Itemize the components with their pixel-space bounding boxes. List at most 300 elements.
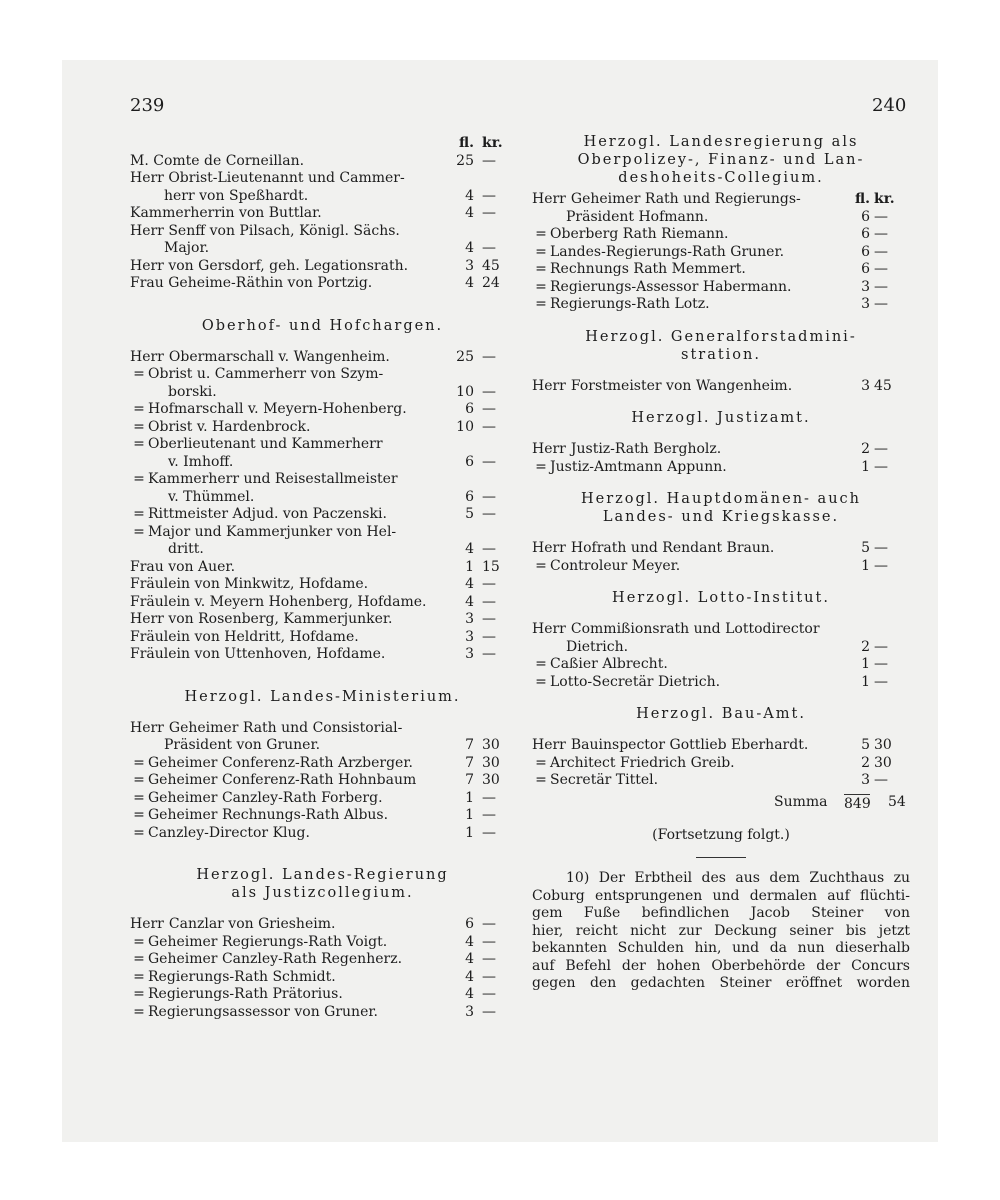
entry-prefix: =: [133, 772, 145, 788]
fl-header: fl.: [854, 191, 870, 207]
amount-kr: —: [482, 933, 496, 950]
amount-fl: 2: [861, 638, 870, 655]
entry-prefix: =: [133, 401, 145, 417]
list-item: [130, 951, 515, 969]
amount-kr: 24: [482, 275, 500, 291]
list-item: [130, 594, 515, 612]
entry-text: Geheimer Canzley-Rath Regenherz.: [148, 951, 403, 967]
entry-prefix: =: [133, 986, 145, 1002]
list-item: [130, 772, 515, 790]
amount-fl: 1: [465, 807, 474, 823]
amount-kr: —: [482, 541, 496, 557]
section-title-bauamt: Herzogl. Bau-Amt.: [636, 706, 806, 722]
entry-text: Fräulein von Uttenhoven, Hofdame.: [130, 646, 386, 662]
entry-name-continued: v. Imhoff.: [168, 453, 234, 470]
amount-fl: 3: [465, 646, 474, 662]
entry-name-continued: Präsident von Gruner.: [164, 737, 321, 753]
list-item: [532, 656, 910, 674]
entry-name: [130, 807, 388, 825]
list-item: [532, 261, 910, 279]
amount-fl: 5: [465, 506, 474, 522]
amount-kr: —: [482, 418, 496, 435]
entry-text: Geheimer Conferenz-Rath Hohnbaum: [148, 772, 417, 788]
list-domaenen: [532, 540, 910, 575]
list-item: [532, 296, 910, 314]
list-item: [130, 541, 515, 559]
section-title-line: Herzogl. Hauptdomänen- auch: [580, 491, 862, 507]
entry-text: Oberlieutenant und Kammerherr: [148, 436, 383, 452]
list-item: [130, 807, 515, 825]
amount-fl: 3: [861, 296, 870, 312]
entry-text: Obermarschall v. Wangenheim.: [168, 348, 390, 365]
entry-name: [532, 755, 735, 773]
entry-name-continued: Major.: [164, 240, 210, 256]
list-item: [532, 639, 910, 657]
section-title-justizamt: Herzogl. Justizamt.: [631, 410, 811, 426]
list-item: [532, 378, 910, 396]
entry-prefix: Herr: [130, 348, 164, 365]
amount-fl: 3: [465, 611, 474, 627]
amount-fl: 6: [465, 401, 474, 417]
entry-name: [532, 621, 820, 639]
entry-prefix: =: [535, 296, 547, 312]
list-item: [130, 170, 515, 188]
entry-name-continued: borski.: [168, 383, 217, 400]
section-title-line: Herzogl. Landes-Regierung: [196, 867, 449, 883]
list-item: [130, 720, 515, 738]
entry-text: Oberberg Rath Riemann.: [550, 226, 729, 242]
section-title-lotto: Herzogl. Lotto-Institut.: [612, 590, 830, 606]
section-title-forst: [532, 328, 910, 364]
amount-fl: 6: [465, 453, 474, 470]
amount-kr: —: [482, 506, 496, 522]
list-item: [130, 471, 515, 489]
amount-kr: 15: [482, 558, 500, 575]
section-title-line: stration.: [681, 346, 761, 363]
entry-text: Kammerherr und Reisestallmeister: [148, 471, 398, 487]
amount-kr: —: [482, 986, 496, 1002]
amount-kr: —: [482, 152, 496, 169]
entry-text: Fräulein von Minkwitz, Hofdame.: [130, 576, 369, 592]
amount-kr: —: [874, 278, 888, 295]
amount-kr: —: [482, 205, 496, 221]
amount-fl: 4: [465, 986, 474, 1002]
entry-text: Kammerherrin von Buttlar.: [130, 205, 322, 221]
amount-kr: 45: [482, 257, 500, 274]
entry-text: Commißionsrath und Lottodirector: [570, 621, 820, 637]
list-item: [130, 275, 515, 293]
amount-kr: —: [874, 540, 888, 556]
amount-fl: 6: [465, 916, 474, 932]
entry-name: [130, 934, 387, 952]
list-item: [532, 755, 910, 773]
amount-kr: —: [874, 638, 888, 655]
section-title-line: deshoheits-Collegium.: [618, 170, 824, 186]
list-item: [130, 223, 515, 241]
entry-name: [130, 1004, 378, 1022]
entry-prefix: Herr: [532, 621, 566, 637]
list-item: [532, 737, 910, 755]
entry-prefix: =: [133, 366, 145, 382]
entry-prefix: Herr: [532, 377, 566, 394]
section-title-line: Herzogl. Landesregierung als: [583, 134, 859, 150]
entry-prefix: Herr: [532, 540, 566, 556]
amount-fl: 6: [465, 488, 474, 505]
entry-name-continued: Präsident Hofmann.: [566, 208, 709, 225]
amount-kr: —: [482, 187, 496, 204]
amount-fl: 4: [465, 205, 474, 221]
amount-fl: 10: [456, 383, 474, 400]
entry-text: Fräulein von Heldritt, Hofdame.: [130, 628, 359, 645]
list-item: [130, 153, 515, 171]
amount-kr: —: [482, 951, 496, 967]
amount-fl: 4: [465, 187, 474, 204]
amount-kr: —: [482, 1003, 496, 1020]
amount-kr: —: [482, 916, 496, 932]
list-regierung: [130, 916, 515, 1021]
amount-kr: —: [874, 261, 888, 277]
amount-fl: 3: [861, 278, 870, 295]
entry-text: Herr Obrist-Lieutenannt und Cammer-: [130, 170, 405, 186]
amount-kr: —: [874, 458, 888, 475]
amount-kr: 30: [874, 754, 892, 771]
list-item: [130, 489, 515, 507]
amount-kr: —: [874, 296, 888, 312]
entry-name: [532, 261, 746, 279]
entry-prefix: =: [535, 673, 547, 690]
list-item: [130, 559, 515, 577]
entry-prefix: =: [535, 557, 547, 574]
entry-name: [130, 419, 310, 437]
list-item: [130, 986, 515, 1004]
entry-prefix: =: [133, 807, 145, 823]
entry-prefix: Herr: [532, 191, 566, 207]
amount-fl: 1: [861, 656, 870, 672]
entry-name: [130, 436, 383, 454]
list-item: [130, 524, 515, 542]
amount-fl: 2: [861, 441, 870, 457]
entry-text: Controleur Meyer.: [550, 557, 681, 574]
amount-fl: 4: [465, 576, 474, 592]
amount-fl: 25: [456, 152, 474, 169]
entry-name: [130, 275, 372, 293]
amount-fl: 4: [465, 240, 474, 256]
entry-name: [532, 226, 728, 244]
list-item: [130, 576, 515, 594]
entry-name: [130, 223, 400, 241]
entry-name: [130, 629, 359, 647]
list-item: [130, 401, 515, 419]
page-number-right: 240: [872, 95, 907, 116]
list-item: [532, 279, 910, 297]
list-ministerium: [130, 720, 515, 843]
amount-fl: 4: [465, 593, 474, 610]
amount-kr: 30: [482, 737, 500, 753]
amount-fl: 6: [861, 261, 870, 277]
list-lotto: [532, 621, 910, 691]
amount-fl: 1: [465, 558, 474, 575]
list-item: [532, 459, 910, 477]
list-item: [130, 737, 515, 755]
entry-text: Canzlar von Griesheim.: [168, 916, 336, 932]
section-title-polizey: [532, 133, 910, 187]
amount-kr: —: [482, 593, 496, 610]
entry-text: Justiz-Rath Bergholz.: [570, 441, 722, 457]
entry-name: [532, 737, 808, 755]
entry-name: [532, 540, 774, 558]
list-item: [532, 772, 910, 790]
entry-prefix: =: [535, 243, 547, 260]
amount-fl: 3: [465, 257, 474, 274]
amount-kr: —: [874, 557, 888, 574]
amount-fl: 10: [456, 418, 474, 435]
entry-text: Geheimer Rechnungs-Rath Albus.: [148, 807, 389, 823]
amount-fl: 2: [861, 754, 870, 771]
amount-kr: —: [482, 240, 496, 256]
list-item: [532, 191, 910, 209]
entry-name: [532, 558, 680, 576]
entry-prefix: =: [133, 824, 145, 841]
entry-text: Geheimer Rath und Regierungs-: [570, 191, 801, 207]
list-item: [130, 934, 515, 952]
section-title-line: als Justizcollegium.: [231, 885, 414, 901]
amount-kr: —: [482, 646, 496, 662]
entry-prefix: =: [535, 226, 547, 242]
entry-prefix: =: [133, 523, 145, 540]
entry-text: Lotto-Secretär Dietrich.: [550, 673, 721, 690]
amount-fl: 25: [456, 348, 474, 365]
continuation-note: (Fortsetzung folgt.): [652, 827, 790, 843]
section-title-line: Herzogl. Generalforstadmini-: [585, 328, 857, 345]
entry-text: Justiz-Amtmann Appunn.: [550, 458, 727, 475]
entry-name: [532, 378, 792, 396]
entry-name: [130, 755, 413, 773]
entry-name: [130, 349, 390, 367]
entry-text: Herr von Gersdorf, geh. Legationsrath.: [130, 257, 409, 274]
amount-fl: 4: [465, 951, 474, 967]
entry-prefix: =: [535, 278, 547, 295]
list-block-1: [130, 153, 515, 293]
list-item: [130, 436, 515, 454]
entry-name: [130, 170, 405, 188]
entry-name-continued: v. Thümmel.: [168, 488, 255, 505]
list-item: [130, 240, 515, 258]
entry-text: Regierungs-Assessor Habermann.: [550, 278, 792, 295]
entry-text: Forstmeister von Wangenheim.: [570, 377, 793, 394]
paragraph-line: auf Befehl der hohen Oberbehörde der Concurs: [532, 957, 910, 974]
amount-fl: 1: [861, 673, 870, 690]
entry-text: Herr Senff von Pilsach, Königl. Sächs.: [130, 222, 400, 239]
list-item: [130, 646, 515, 664]
entry-text: Herr von Rosenberg, Kammerjunker.: [130, 611, 393, 627]
entry-prefix: Herr: [130, 719, 164, 736]
entry-prefix: =: [133, 436, 145, 452]
entry-name: [130, 720, 402, 738]
amount-kr: —: [482, 348, 496, 365]
summa-kr: 54: [888, 793, 906, 810]
amount-kr: —: [482, 628, 496, 645]
entry-prefix: =: [535, 754, 547, 771]
notice-paragraph: [532, 870, 910, 993]
entry-prefix: Herr: [532, 441, 566, 457]
amount-kr: —: [874, 208, 888, 225]
list-item: [130, 258, 515, 276]
list-item: [130, 969, 515, 987]
amount-kr: 30: [482, 772, 500, 788]
kr-header: kr.: [874, 191, 895, 207]
amount-kr: —: [482, 453, 496, 470]
list-item: [130, 611, 515, 629]
section-title-regierung: [130, 866, 515, 902]
list-item: [130, 916, 515, 934]
page-number-left: 239: [130, 95, 165, 116]
list-item: [130, 825, 515, 843]
amount-fl: 1: [861, 458, 870, 475]
entry-name: [532, 459, 727, 477]
list-polizey: [532, 191, 910, 314]
entry-text: Geheimer Conferenz-Rath Arzberger.: [148, 754, 413, 771]
entry-prefix: =: [535, 656, 547, 672]
entry-name: [130, 205, 322, 223]
amount-kr: —: [482, 401, 496, 417]
entry-name: [532, 674, 720, 692]
separator-rule: [696, 857, 746, 858]
entry-prefix: =: [133, 789, 145, 806]
amount-fl: 7: [465, 772, 474, 788]
entry-text: Hofmarschall v. Meyern-Hohenberg.: [148, 401, 407, 417]
amount-kr: —: [874, 656, 888, 672]
entry-prefix: =: [535, 772, 547, 788]
list-item: [130, 755, 515, 773]
entry-text: Regierungs-Rath Lotz.: [550, 296, 710, 312]
section-title-oberhof: Oberhof- und Hofchargen.: [201, 317, 444, 334]
entry-text: Geheimer Rath und Consistorial-: [168, 719, 403, 736]
entry-text: Landes-Regierungs-Rath Gruner.: [550, 243, 785, 260]
amount-fl: 6: [861, 243, 870, 260]
entry-text: Secretär Tittel.: [550, 772, 659, 788]
entry-name: [130, 576, 368, 594]
entry-prefix: =: [133, 506, 145, 522]
amount-kr: 45: [874, 377, 892, 394]
entry-text: Rechnungs Rath Memmert.: [550, 261, 746, 277]
amount-kr: —: [482, 824, 496, 841]
list-item: [532, 244, 910, 262]
entry-name: [130, 559, 235, 577]
list-item: [532, 674, 910, 692]
amount-kr: —: [874, 673, 888, 690]
entry-name: [130, 611, 392, 629]
amount-kr: 30: [482, 754, 500, 771]
amount-kr: —: [874, 441, 888, 457]
amount-fl: 6: [861, 208, 870, 225]
list-item: [532, 540, 910, 558]
amount-kr: —: [482, 488, 496, 505]
currency-header: [130, 135, 515, 153]
entry-text: M. Comte de Corneillan.: [130, 152, 305, 169]
list-bauamt: [532, 737, 910, 790]
amount-fl: 5: [861, 540, 870, 556]
amount-fl: 7: [465, 737, 474, 753]
amount-fl: 1: [465, 824, 474, 841]
entry-prefix: =: [133, 933, 145, 950]
entry-name: [532, 244, 784, 262]
list-item: [532, 441, 910, 459]
entry-text: Obrist v. Hardenbrock.: [148, 418, 311, 435]
list-item: [532, 226, 910, 244]
entry-name-continued: Dietrich.: [566, 638, 629, 655]
paragraph-line: bekannten Schulden hin, und da nun dieserhalb: [532, 940, 910, 956]
summa-row: [532, 794, 910, 812]
summa-label: Summa: [774, 793, 828, 810]
entry-text: Caßier Albrecht.: [550, 656, 668, 672]
entry-name: [130, 258, 408, 276]
entry-text: Geheimer Canzley-Rath Forberg.: [148, 789, 383, 806]
entry-name: [130, 401, 407, 419]
entry-prefix: Herr: [532, 737, 566, 753]
amount-fl: 6: [861, 226, 870, 242]
list-item: [130, 205, 515, 223]
amount-fl: 4: [465, 968, 474, 985]
list-item: [130, 1004, 515, 1022]
entry-name: [130, 646, 385, 664]
entry-text: Canzley-Director Klug.: [148, 824, 310, 841]
paragraph-line: Coburg entsprungenen und dermalen auf flüchti-: [532, 887, 910, 904]
entry-name: [532, 279, 791, 297]
list-item: [130, 366, 515, 384]
list-item: [130, 188, 515, 206]
list-item: [130, 454, 515, 472]
list-item: [130, 790, 515, 808]
entry-prefix: =: [133, 418, 145, 435]
entry-name: [532, 772, 658, 790]
amount-fl: 1: [861, 557, 870, 574]
entry-text: Hofrath und Rendant Braun.: [570, 540, 775, 556]
entry-name-continued: herr von Speßhardt.: [164, 187, 309, 204]
entry-text: Regierungsassessor von Gruner.: [148, 1003, 378, 1020]
amount-kr: —: [482, 611, 496, 627]
amount-fl: 5: [861, 737, 870, 753]
entry-prefix: =: [133, 471, 145, 487]
amount-kr: —: [482, 789, 496, 806]
entry-name-continued: dritt.: [168, 541, 204, 557]
section-title-line: Landes- und Kriegskasse.: [602, 509, 840, 525]
paragraph-line: gem Fuße befindlichen Jacob Steiner von: [532, 905, 910, 921]
amount-kr: —: [874, 226, 888, 242]
entry-prefix: =: [535, 458, 547, 475]
amount-fl: 7: [465, 754, 474, 771]
entry-name: [130, 471, 398, 489]
entry-name: [130, 986, 343, 1004]
amount-kr: —: [874, 243, 888, 260]
entry-text: Major und Kammerjunker von Hel-: [148, 523, 397, 540]
amount-fl: 4: [465, 275, 474, 291]
entry-name: [130, 951, 402, 969]
right-column: [532, 133, 910, 993]
paragraph-line: gegen den gedachten Steiner eröffnet worden: [532, 975, 910, 991]
amount-kr: 30: [874, 737, 892, 753]
list-forst: [532, 378, 910, 396]
amount-kr: —: [482, 807, 496, 823]
entry-text: Rittmeister Adjud. von Paczenski.: [148, 506, 387, 522]
amount-fl: 3: [465, 628, 474, 645]
entry-text: Frau von Auer.: [130, 558, 236, 575]
list-item: [532, 209, 910, 227]
amount-kr: —: [482, 576, 496, 592]
summa-fl: 849: [844, 795, 871, 812]
paragraph-line: 10) Der Erbtheil des aus dem Zuchthaus zu: [566, 870, 910, 886]
list-item: [130, 419, 515, 437]
list-item: [130, 384, 515, 402]
